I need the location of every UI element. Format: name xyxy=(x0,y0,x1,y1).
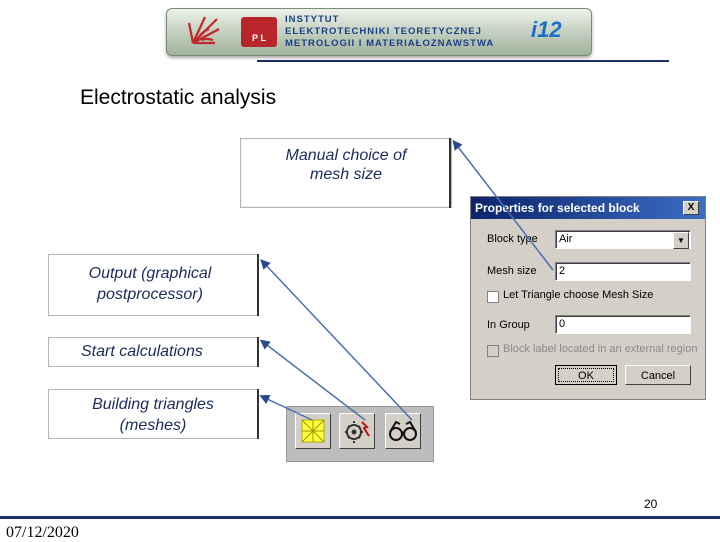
callout-output-bar xyxy=(257,254,259,316)
callout-mesh-bar xyxy=(449,138,451,208)
institute-banner xyxy=(166,8,592,56)
page-title: Electrostatic analysis xyxy=(80,86,277,109)
callout-output xyxy=(48,254,258,316)
external-region-checkbox[interactable] xyxy=(487,345,499,357)
mesh-button[interactable] xyxy=(295,413,331,449)
ok-button[interactable]: OK xyxy=(555,365,617,385)
politechnika-logo-icon: P L xyxy=(241,17,277,47)
callout-start-text: Start calculations xyxy=(81,343,203,360)
postprocessor-glasses-icon xyxy=(386,414,420,448)
block-type-select[interactable] xyxy=(555,230,691,249)
block-type-value: Air xyxy=(559,233,573,245)
footer-divider xyxy=(0,516,720,519)
institute-fan-logo-icon xyxy=(185,13,223,51)
run-solver-icon xyxy=(340,414,374,448)
mesh-icon xyxy=(296,414,330,448)
i12-logo: i12 xyxy=(531,17,562,42)
run-solver-button[interactable] xyxy=(339,413,375,449)
dialog-titlebar[interactable] xyxy=(471,197,705,219)
callout-build xyxy=(48,389,258,439)
external-region-label: Block label located in an external region xyxy=(503,343,698,355)
in-group-input[interactable]: 0 xyxy=(555,315,691,334)
slide-date: 07/12/2020 xyxy=(6,524,79,541)
callout-start-bar xyxy=(257,337,259,367)
chevron-down-icon[interactable]: ▼ xyxy=(673,232,689,249)
header-divider xyxy=(257,60,669,62)
slide-number: 20 xyxy=(644,497,658,511)
dialog-title: Properties for selected block xyxy=(475,201,640,215)
block-properties-dialog xyxy=(470,196,706,400)
callout-mesh-size xyxy=(240,138,452,208)
auto-mesh-label: Let Triangle choose Mesh Size xyxy=(503,289,654,301)
institute-name-line-3: METROLOGII I MATERIAŁOZNAWSTWA xyxy=(285,38,495,49)
mesh-size-input[interactable]: 2 xyxy=(555,262,691,281)
institute-name-line-2: ELEKTROTECHNIKI TEORETYCZNEJ xyxy=(285,26,482,37)
callout-output-text: Output (graphical postprocessor) xyxy=(88,265,212,303)
solver-toolbar xyxy=(286,406,434,462)
auto-mesh-checkbox[interactable] xyxy=(487,291,499,303)
institute-name-line-1: INSTYTUT xyxy=(285,14,340,25)
in-group-label: In Group xyxy=(487,319,530,331)
block-type-label: Block type xyxy=(487,233,538,245)
callout-mesh-size-text: Manual choice of mesh size xyxy=(285,147,407,183)
callout-start xyxy=(48,337,258,367)
mesh-size-label: Mesh size xyxy=(487,265,537,277)
close-icon[interactable]: X xyxy=(683,201,699,215)
postprocessor-button[interactable] xyxy=(385,413,421,449)
callout-build-bar xyxy=(257,389,259,439)
callout-build-text: Building triangles (meshes) xyxy=(92,396,214,434)
arrow-output xyxy=(263,262,412,420)
cancel-button[interactable]: Cancel xyxy=(625,365,691,385)
